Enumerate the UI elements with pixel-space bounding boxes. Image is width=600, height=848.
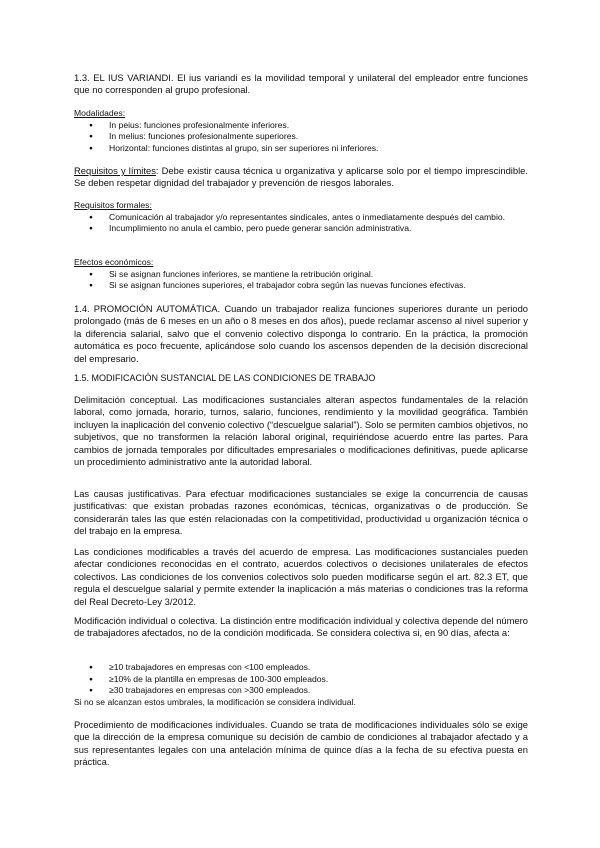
list-item: ● Si se asignan funciones superiores, el trabajador cobra según las nuevas funciones efectivas. <box>74 280 528 292</box>
ius-variandi-section <box>74 72 528 97</box>
umbrales-nota: Si no se alcanzan estos umbrales, la modificación se considera individual. <box>74 696 356 707</box>
requisitos-formales-section <box>74 200 528 235</box>
modalidades-list <box>74 120 528 155</box>
requisitos-limites-label: Requisitos y límites <box>74 165 156 176</box>
ius-variandi-title: 1.3. EL IUS VARIANDI. <box>74 72 174 83</box>
modificacion-title: 1.5. MODIFICACIÓN SUSTANCIAL DE LAS CONDICIONES DE TRABAJO <box>74 373 376 383</box>
list-item: ● In melius: funciones profesionalmente superiores. <box>74 131 528 143</box>
procedimiento-section <box>74 719 528 769</box>
promocion-section <box>74 303 528 365</box>
ius-variandi-text: El ius variandi es la movilidad temporal y unilateral del empleador entre funciones que no corresponden al grupo profesional. <box>74 72 528 96</box>
requisitos-formales-list <box>74 212 528 235</box>
modalidades-section <box>74 108 528 154</box>
individual-colectiva-paragraph: Modificación individual o colectiva. La distinción entre modificación individual y colectiva depende del número de trabajadores afectados, no de la condición modificada. Se considera colectiva si, en 90 días, afecta a: <box>74 615 528 639</box>
promocion-text: Cuando un trabajador realiza funciones superiores durante un periodo prolongado (más de 6 meses en un año o 8 meses en dos años), puede reclamar ascenso al nivel superior y la diferencia salarial, salvo que el convenio colectivo disponga lo contrario. En la práctica, la promoción automática es poco frecuente, aplicándose solo cuando los ascensos dependen de la decisión discrecional del empresario. <box>74 303 529 364</box>
requisitos-limites-section <box>74 165 528 190</box>
causas-section <box>74 488 528 538</box>
modificacion-section-title-block <box>74 373 528 385</box>
list-item: ● Horizontal: funciones distintas al grupo, sin ser superiores ni inferiores. <box>74 143 528 155</box>
causas-paragraph: Las causas justificativas. Para efectuar modificaciones sustanciales se exige la concurrencia de causas justificativas: que existan probadas razones económicas, técnicas, organizativas o de producción. Se considerarán tales las que estén relacionadas con la competitividad, productividad u organización técnica o del trabajo en la empresa. <box>74 488 528 537</box>
list-item: ● Si se asignan funciones inferiores, se mantiene la retribución original. <box>74 269 528 281</box>
list-item: ● ≥30 trabajadores en empresas con >300 empleados. <box>74 685 528 697</box>
ius-variandi-paragraph <box>74 72 528 97</box>
requisitos-formales-label: Requisitos formales: <box>74 200 152 210</box>
umbrales-list <box>74 662 528 697</box>
list-item: ● ≥10 trabajadores en empresas con <100 empleados. <box>74 662 528 674</box>
list-item: ● Incumplimiento no anula el cambio, pero puede generar sanción administrativa. <box>74 223 528 235</box>
efectos-economicos-section <box>74 257 528 292</box>
procedimiento-paragraph: Procedimiento de modificaciones individuales. Cuando se trata de modificaciones individuales sólo se exige que la dirección de la empresa comunique su decisión de cambio de condiciones al trabajador afectado y a sus representantes legales con una antelación mínima de quince días a la fecha de su efectiva puesta en práctica. <box>74 719 528 768</box>
delimitacion-section <box>74 394 528 468</box>
modalidades-label: Modalidades: <box>74 108 126 118</box>
efectos-economicos-label: Efectos económicos: <box>74 257 154 267</box>
individual-colectiva-section <box>74 615 528 640</box>
requisitos-limites-paragraph <box>74 165 528 190</box>
condiciones-section <box>74 546 528 608</box>
list-item: ● Comunicación al trabajador y/o representantes sindicales, antes o inmediatamente después del cambio. <box>74 212 528 224</box>
list-item: ● ≥10% de la plantilla en empresas de 100-300 empleados. <box>74 674 528 686</box>
delimitacion-paragraph: Delimitación conceptual. Las modificaciones sustanciales alteran aspectos fundamentales de la relación laboral, como jornada, horario, turnos, salario, funciones, rendimiento y la movilidad geográfica. También incluyen la inaplicación del convenio colectivo (“descuelgue salarial”). Solo se permiten cambios objetivos, no subjetivos, que no transformen la relación laboral original, requiriéndose acuerdo entre las partes. Para cambios de jornada temporales por dificultades empresariales o modificaciones definitivas, puede aplicarse un procedimiento administrativo ante la autoridad laboral. <box>74 394 528 468</box>
efectos-economicos-list <box>74 269 528 292</box>
requisitos-limites-text: : Debe existir causa técnica u organizativa y aplicarse solo por el tiempo imprescindible. Se deben respetar dignidad del trabajador y prevención de riesgos laborales. <box>74 165 528 189</box>
promocion-title: 1.4. PROMOCIÓN AUTOMÁTICA. <box>74 303 221 314</box>
condiciones-paragraph: Las condiciones modificables a través del acuerdo de empresa. Las modificaciones sustanciales pueden afectar condiciones reconocidas en el contrato, acuerdos colectivos o decisiones unilaterales de efectos colectivos. Las condiciones de los convenios colectivos solo pueden modificarse según el art. 82.3 ET, que regula el descuelgue salarial y permite extender la inaplicación a más materias o condiciones tras la reforma del Real Decreto-Ley 3/2012. <box>74 546 528 607</box>
umbrales-section <box>74 662 528 708</box>
promocion-paragraph <box>74 303 528 365</box>
list-item: ● In peius: funciones profesionalmente inferiores. <box>74 120 528 132</box>
